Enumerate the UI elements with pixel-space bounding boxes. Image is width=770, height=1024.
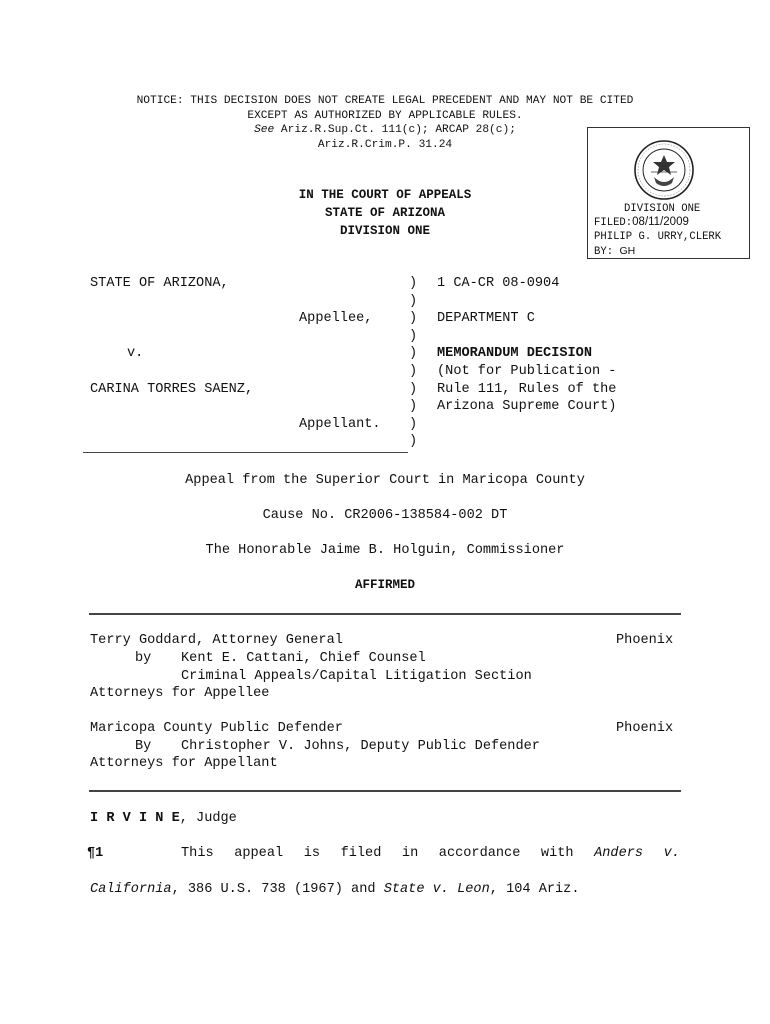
notice-line-1: NOTICE: THIS DECISION DOES NOT CREATE LEGAL PRECEDENT AND MAY NOT BE CITED <box>136 95 634 107</box>
stamp-filed <box>594 215 689 230</box>
stamp-filed-date: 08/11/2009 <box>632 216 689 228</box>
stamp-division: DIVISION ONE <box>624 203 701 215</box>
case-citation-leon: State v. Leon <box>383 882 490 897</box>
opinion-line-2 <box>90 881 579 899</box>
court-state: STATE OF ARIZONA <box>324 206 446 220</box>
opinion-word: is <box>303 846 321 861</box>
court-seal-icon <box>633 139 695 201</box>
stamp-filed-label: FILED: <box>594 217 633 229</box>
citation-text-2: , 104 Ariz. <box>489 882 580 897</box>
stamp-clerk: PHILIP G. URRY,CLERK <box>594 231 722 243</box>
caption-appellee-role: Appellee, <box>299 311 373 326</box>
cause-number: Cause No. CR2006-138584-002 DT <box>262 508 508 523</box>
appellant-counsel-line1: Maricopa County Public Defender <box>90 721 343 736</box>
author-name: I R V I N E <box>90 811 180 826</box>
stamp-by-value: GH <box>619 245 636 257</box>
appeal-from: Appeal from the Superior Court in Maricopa County <box>185 473 585 488</box>
caption-paren: ) <box>409 311 418 327</box>
case-citation-california: California <box>90 882 172 897</box>
department: DEPARTMENT C <box>437 311 535 326</box>
opinion-word: accordance <box>438 846 521 861</box>
appellant-city: Phoenix <box>616 721 674 736</box>
trial-judge: The Honorable Jaime B. Holguin, Commissioner <box>205 543 565 558</box>
paragraph-mark: ¶1 <box>87 846 104 861</box>
appellee-counsel-line1: Terry Goddard, Attorney General <box>90 633 343 648</box>
appellant-counsel-line2: Christopher V. Johns, Deputy Public Defender <box>181 739 540 754</box>
author-title: , Judge <box>179 811 237 826</box>
appellee-attorneys-for: Attorneys for Appellee <box>90 686 270 701</box>
caption-paren: ) <box>409 293 418 309</box>
notice-see: See <box>254 124 275 136</box>
case-citation-anders: Anders <box>594 846 644 861</box>
appellee-counsel-line3: Criminal Appeals/Capital Litigation Section <box>181 669 532 684</box>
divider-bottom <box>89 790 681 792</box>
divider-top <box>89 613 681 615</box>
citation-text-1: , 386 U.S. 738 (1967) and <box>171 882 384 897</box>
court-division: DIVISION ONE <box>339 224 430 238</box>
caption-party-defendant: CARINA TORRES SAENZ, <box>90 382 254 397</box>
decision-type: MEMORANDUM DECISION <box>437 346 592 361</box>
notice-line-4: Ariz.R.Crim.P. 31.24 <box>317 138 453 151</box>
caption-paren: ) <box>409 416 418 432</box>
publication-note-3: Arizona Supreme Court) <box>437 399 617 414</box>
appellant-by: By <box>135 739 152 754</box>
opinion-author <box>90 810 237 828</box>
appellee-by: by <box>135 651 152 666</box>
caption-paren: ) <box>409 276 418 291</box>
appellee-counsel-line2: Kent E. Cattani, Chief Counsel <box>181 651 426 666</box>
caption-paren: ) <box>409 328 418 344</box>
stamp-by-label: BY: <box>594 246 614 258</box>
opinion-word: in <box>401 846 419 861</box>
court-name: IN THE COURT OF APPEALS <box>298 188 472 202</box>
caption-underline <box>83 452 408 453</box>
caption-paren: ) <box>409 434 418 450</box>
publication-note-1: (Not for Publication - <box>437 364 617 379</box>
notice-rules: Ariz.R.Sup.Ct. 111(c); ARCAP 28(c); <box>274 124 516 136</box>
publication-note-2: Rule 111, Rules of the <box>437 382 617 397</box>
caption-paren: ) <box>409 399 418 415</box>
stamp-by <box>594 244 635 259</box>
case-citation-v: v. <box>663 846 680 861</box>
disposition: AFFIRMED <box>354 578 415 592</box>
opinion-word: This <box>181 846 214 861</box>
appellant-attorneys-for: Attorneys for Appellant <box>90 756 278 771</box>
opinion-word: appeal <box>234 846 284 861</box>
caption-paren: ) <box>409 364 418 379</box>
filing-stamp <box>587 127 750 259</box>
opinion-word: with <box>540 846 574 861</box>
opinion-word: filed <box>340 846 382 861</box>
caption-party-state: STATE OF ARIZONA, <box>90 276 229 291</box>
caption-appellant-role: Appellant. <box>299 417 381 432</box>
caption-paren: ) <box>409 381 418 397</box>
notice-line-2: EXCEPT AS AUTHORIZED BY APPLICABLE RULES. <box>247 109 523 122</box>
caption-paren: ) <box>409 346 418 362</box>
caption-versus: v. <box>127 346 144 361</box>
opinion-line-1 <box>181 845 680 863</box>
appellee-city: Phoenix <box>616 633 674 648</box>
case-number: 1 CA-CR 08-0904 <box>437 276 560 291</box>
